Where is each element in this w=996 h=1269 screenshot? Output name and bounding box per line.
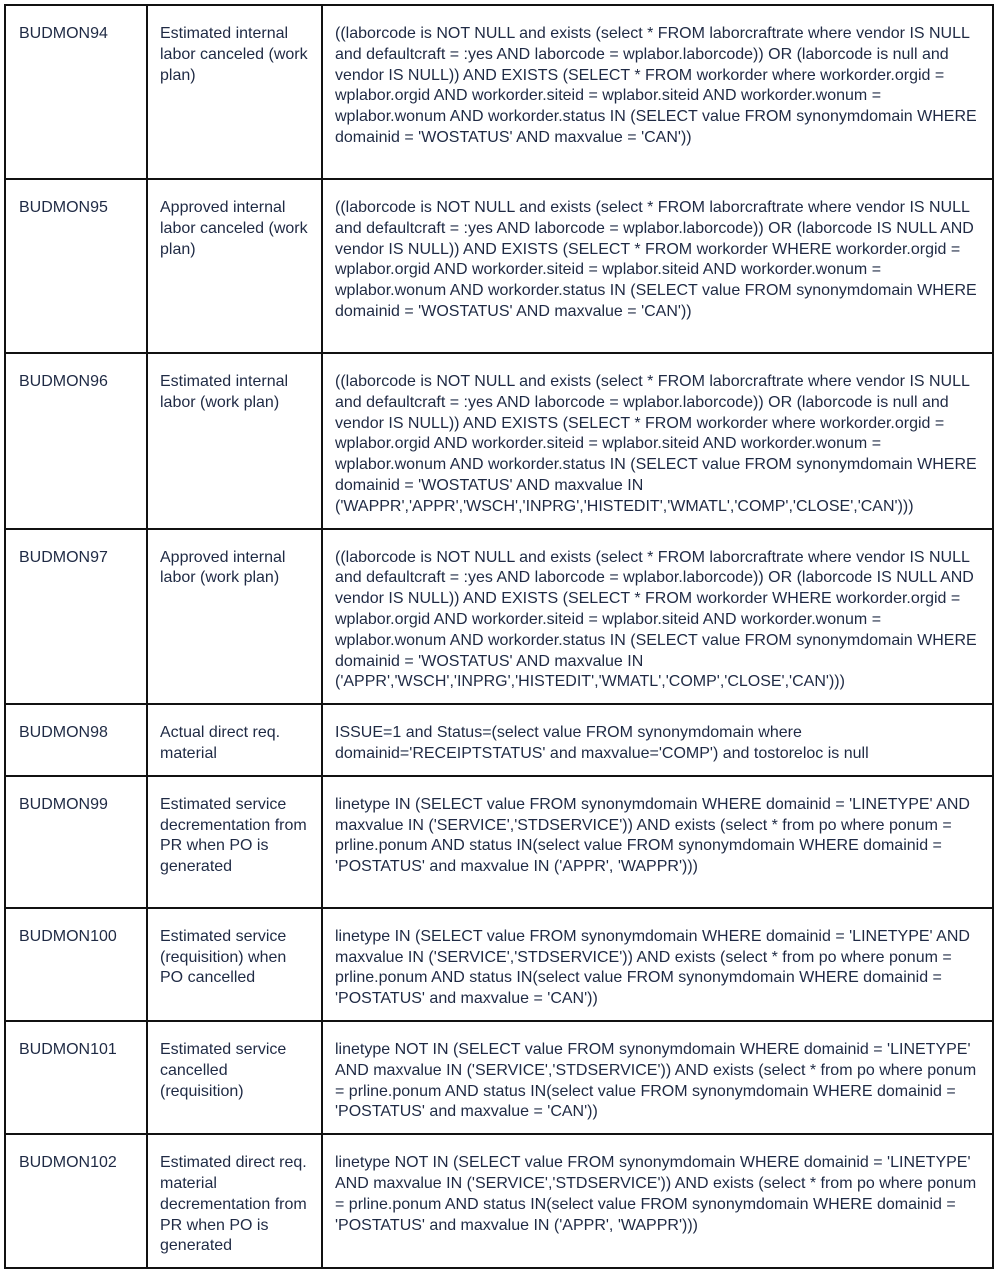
row-expression: ((laborcode is NOT NULL and exists (select * FROM laborcraftrate where vendor IS NULL and defaultcraft = :yes AND laborcode = wplabor.laborcode)) OR (laborcode is null and vendor IS NULL)) AND EXISTS (SELECT * FROM workorder where workorder.orgid = wplabor.orgid AND workorder.siteid = wplabor.siteid AND workorder.wonum = wplabor.wonum AND workorder.status IN (SELECT value FROM synonymdomain WHERE domainid = 'WOSTATUS' AND maxvalue IN ('WAPPR','APPR','WSCH','INPRG','HISTEDIT','WMATL','COMP','CLOSE','CAN'))) [322, 353, 993, 529]
row-code: BUDMON101 [5, 1021, 147, 1134]
row-expression: linetype NOT IN (SELECT value FROM synonymdomain WHERE domainid = 'LINETYPE' AND maxvalue IN ('SERVICE','STDSERVICE')) AND exists (select * from po where ponum = prline.ponum AND status IN(select value FROM synonymdomain WHERE domainid = 'POSTATUS' and maxvalue IN ('APPR', 'WAPPR'))) [322, 1134, 993, 1268]
row-code: BUDMON102 [5, 1134, 147, 1268]
row-description: Approved internal labor canceled (work plan) [147, 179, 322, 353]
table-row [5, 353, 993, 529]
row-expression: ((laborcode is NOT NULL and exists (select * FROM laborcraftrate where vendor IS NULL and defaultcraft = :yes AND laborcode = wplabor.laborcode)) OR (laborcode IS NULL AND vendor IS NULL)) AND EXISTS (SELECT * FROM workorder WHERE workorder.orgid = wplabor.orgid AND workorder.siteid = wplabor.siteid AND workorder.wonum = wplabor.wonum AND workorder.status IN (SELECT value FROM synonymdomain WHERE domainid = 'WOSTATUS' AND maxvalue IN ('APPR','WSCH','INPRG','HISTEDIT','WMATL','COMP','CLOSE','CAN'))) [322, 529, 993, 705]
budget-monitoring-table [4, 4, 994, 1269]
row-code: BUDMON100 [5, 908, 147, 1021]
table-row [5, 776, 993, 908]
row-code: BUDMON98 [5, 704, 147, 776]
row-description: Estimated service decrementation from PR when PO is generated [147, 776, 322, 908]
row-expression: linetype NOT IN (SELECT value FROM synonymdomain WHERE domainid = 'LINETYPE' AND maxvalue IN ('SERVICE','STDSERVICE')) AND exists (select * from po where ponum = prline.ponum AND status IN(select value FROM synonymdomain WHERE domainid = 'POSTATUS' and maxvalue = 'CAN')) [322, 1021, 993, 1134]
row-expression: linetype IN (SELECT value FROM synonymdomain WHERE domainid = 'LINETYPE' AND maxvalue IN ('SERVICE','STDSERVICE')) AND exists (select * from po where ponum = prline.ponum AND status IN(select value FROM synonymdomain WHERE domainid = 'POSTATUS' and maxvalue IN ('APPR', 'WAPPR'))) [322, 776, 993, 908]
row-code: BUDMON96 [5, 353, 147, 529]
row-description: Approved internal labor (work plan) [147, 529, 322, 705]
row-expression: linetype IN (SELECT value FROM synonymdomain WHERE domainid = 'LINETYPE' AND maxvalue IN ('SERVICE','STDSERVICE')) AND exists (select * from po where ponum = prline.ponum AND status IN(select value FROM synonymdomain WHERE domainid = 'POSTATUS' and maxvalue = 'CAN')) [322, 908, 993, 1021]
row-description: Estimated direct req. material decrementation from PR when PO is generated [147, 1134, 322, 1268]
row-expression: ((laborcode is NOT NULL and exists (select * FROM laborcraftrate where vendor IS NULL and defaultcraft = :yes AND laborcode = wplabor.laborcode)) OR (laborcode is null and vendor IS NULL)) AND EXISTS (SELECT * FROM workorder where workorder.orgid = wplabor.orgid AND workorder.siteid = wplabor.siteid AND workorder.wonum = wplabor.wonum AND workorder.status IN (SELECT value FROM synonymdomain WHERE domainid = 'WOSTATUS' AND maxvalue = 'CAN')) [322, 5, 993, 179]
row-description: Estimated internal labor canceled (work plan) [147, 5, 322, 179]
row-description: Estimated internal labor (work plan) [147, 353, 322, 529]
row-expression: ISSUE=1 and Status=(select value FROM synonymdomain where domainid='RECEIPTSTATUS' and maxvalue='COMP') and tostoreloc is null [322, 704, 993, 776]
row-description: Estimated service cancelled (requisition) [147, 1021, 322, 1134]
table-row [5, 529, 993, 705]
row-description: Actual direct req. material [147, 704, 322, 776]
row-code: BUDMON94 [5, 5, 147, 179]
table-row [5, 908, 993, 1021]
table-row [5, 1134, 993, 1268]
table-row [5, 704, 993, 776]
row-code: BUDMON99 [5, 776, 147, 908]
table-row [5, 5, 993, 179]
row-description: Estimated service (requisition) when PO cancelled [147, 908, 322, 1021]
row-expression: ((laborcode is NOT NULL and exists (select * FROM laborcraftrate where vendor IS NULL and defaultcraft = :yes AND laborcode = wplabor.laborcode)) OR (laborcode IS NULL AND vendor IS NULL)) AND EXISTS (SELECT * FROM workorder WHERE workorder.orgid = wplabor.orgid AND workorder.siteid = wplabor.siteid AND workorder.wonum = wplabor.wonum AND workorder.status IN (SELECT value FROM synonymdomain WHERE domainid = 'WOSTATUS' AND maxvalue = 'CAN')) [322, 179, 993, 353]
table-row [5, 179, 993, 353]
table-row [5, 1021, 993, 1134]
row-code: BUDMON97 [5, 529, 147, 705]
row-code: BUDMON95 [5, 179, 147, 353]
